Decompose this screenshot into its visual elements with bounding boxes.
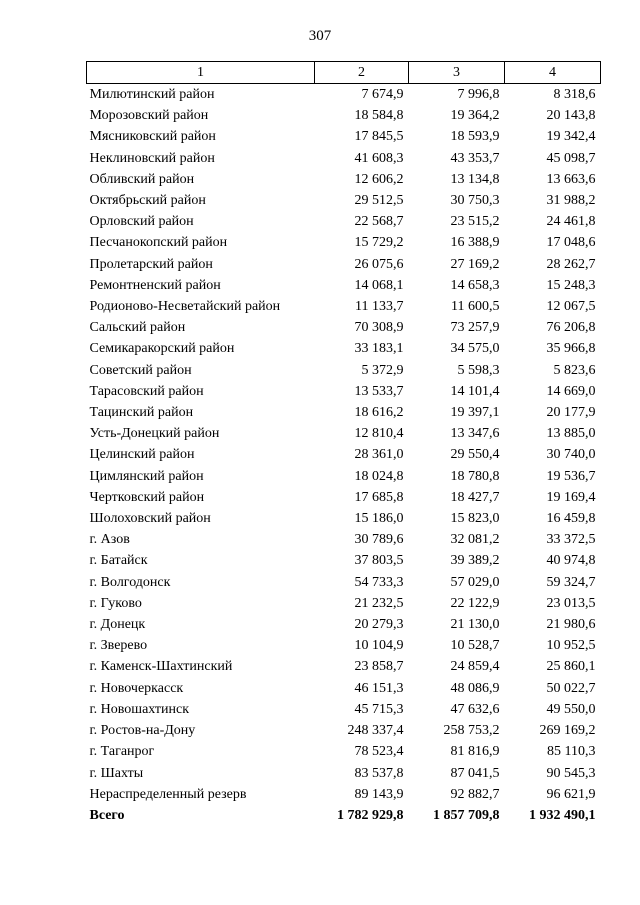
row-value-col-4: 5 823,6 xyxy=(553,362,596,378)
table-row xyxy=(87,232,601,253)
table-row xyxy=(87,508,601,529)
row-value-col-4: 45 098,7 xyxy=(546,150,596,166)
row-value-col-2: 22 568,7 xyxy=(354,214,404,230)
row-name-cell: Пролетарский район xyxy=(89,256,213,272)
row-name-cell: г. Донецк xyxy=(89,617,146,633)
row-name-cell: г. Ростов-на-Дону xyxy=(89,723,196,739)
table-row xyxy=(87,720,601,741)
header-row xyxy=(87,62,601,84)
row-value-col-2: 18 616,2 xyxy=(354,405,404,421)
row-value-col-4: 35 966,8 xyxy=(546,341,596,357)
row-value-col-2: 10 104,9 xyxy=(354,638,404,654)
row-value-col-4: 19 536,7 xyxy=(546,468,596,484)
row-name-cell: Обливский район xyxy=(89,171,195,187)
table-row xyxy=(87,593,601,614)
row-value-col-3: 57 029,0 xyxy=(450,574,500,590)
row-value-col-3: 14 658,3 xyxy=(450,277,500,293)
row-value-col-4: 8 318,6 xyxy=(553,87,596,102)
table-row xyxy=(87,656,601,677)
row-value-col-2: 89 143,9 xyxy=(354,786,404,802)
table-row xyxy=(87,529,601,550)
table-row xyxy=(87,741,601,762)
row-value-col-4: 25 860,1 xyxy=(546,659,596,675)
row-name-cell: Цимлянский район xyxy=(89,468,204,484)
row-value-col-3: 22 122,9 xyxy=(450,595,500,611)
table-row xyxy=(87,699,601,720)
row-name-cell: Орловский район xyxy=(89,214,194,230)
row-value-col-3: 18 427,7 xyxy=(450,489,500,505)
row-name-cell: Нераспределенный резерв xyxy=(89,786,247,802)
row-value-col-3: 43 353,7 xyxy=(450,150,500,166)
row-value-col-2: 15 186,0 xyxy=(354,511,404,527)
row-name-cell: Тацинский район xyxy=(89,405,194,421)
table-row xyxy=(87,190,601,211)
row-value-col-2: 1 782 929,8 xyxy=(337,807,404,823)
row-name-cell: г. Каменск-Шахтинский xyxy=(89,659,233,675)
row-value-col-3: 24 859,4 xyxy=(450,659,500,675)
row-value-col-3: 16 388,9 xyxy=(450,235,500,251)
table-row xyxy=(87,487,601,508)
row-value-col-2: 18 024,8 xyxy=(354,468,404,484)
row-name-cell: Песчанокопский район xyxy=(89,235,228,251)
row-value-col-3: 29 550,4 xyxy=(450,447,500,463)
row-name-cell: г. Таганрог xyxy=(89,744,155,760)
table-row xyxy=(87,317,601,338)
table-body xyxy=(87,84,601,827)
row-value-col-4: 59 324,7 xyxy=(546,574,596,590)
table-header xyxy=(87,62,601,84)
row-value-col-4: 30 740,0 xyxy=(546,447,596,463)
row-value-col-4: 13 885,0 xyxy=(546,426,596,442)
row-value-col-4: 21 980,6 xyxy=(546,617,596,633)
row-value-col-2: 37 803,5 xyxy=(354,553,404,569)
row-value-col-3: 39 389,2 xyxy=(450,553,500,569)
row-value-col-3: 13 347,6 xyxy=(450,426,500,442)
row-value-col-2: 23 858,7 xyxy=(354,659,404,675)
row-name-cell: г. Гуково xyxy=(89,595,142,611)
row-name-cell: Мясниковский район xyxy=(89,129,216,145)
row-value-col-3: 15 823,0 xyxy=(450,511,500,527)
row-value-col-3: 47 632,6 xyxy=(450,701,500,717)
row-value-col-2: 7 674,9 xyxy=(361,87,404,102)
table-row xyxy=(87,635,601,656)
row-value-col-3: 87 041,5 xyxy=(450,765,500,781)
row-value-col-4: 40 974,8 xyxy=(546,553,596,569)
page-number: 307 xyxy=(308,28,332,44)
row-value-col-3: 30 750,3 xyxy=(450,193,500,209)
row-value-col-4: 50 022,7 xyxy=(546,680,596,696)
row-value-col-4: 19 342,4 xyxy=(546,129,596,145)
row-value-col-3: 27 169,2 xyxy=(450,256,500,272)
row-name-cell: Морозовский район xyxy=(89,108,209,124)
row-value-col-3: 7 996,8 xyxy=(457,87,500,102)
row-value-col-3: 23 515,2 xyxy=(450,214,500,230)
row-value-col-4: 12 067,5 xyxy=(546,299,596,315)
row-value-col-2: 11 133,7 xyxy=(355,299,404,315)
table-row xyxy=(87,338,601,359)
row-value-col-4: 24 461,8 xyxy=(546,214,596,230)
row-value-col-4: 96 621,9 xyxy=(546,786,596,802)
row-value-col-2: 83 537,8 xyxy=(354,765,404,781)
row-value-col-2: 78 523,4 xyxy=(354,744,404,760)
table-row xyxy=(87,381,601,402)
row-value-col-3: 19 364,2 xyxy=(450,108,500,124)
row-name-cell: Милютинский район xyxy=(89,87,215,102)
row-value-col-2: 28 361,0 xyxy=(354,447,404,463)
row-value-col-2: 12 606,2 xyxy=(354,171,404,187)
row-name-cell: Сальский район xyxy=(89,320,186,336)
table-row xyxy=(87,360,601,381)
table-row xyxy=(87,763,601,784)
row-value-col-2: 33 183,1 xyxy=(354,341,404,357)
table-row xyxy=(87,211,601,232)
row-name-cell: Тарасовский район xyxy=(89,383,204,399)
row-value-col-3: 34 575,0 xyxy=(450,341,500,357)
row-value-col-2: 26 075,6 xyxy=(354,256,404,272)
row-name-cell: Усть-Донецкий район xyxy=(89,426,220,442)
row-value-col-2: 12 810,4 xyxy=(354,426,404,442)
table-row xyxy=(87,169,601,190)
row-value-col-4: 13 663,6 xyxy=(546,171,596,187)
row-value-col-4: 20 177,9 xyxy=(546,405,596,421)
row-value-col-3: 19 397,1 xyxy=(450,405,500,421)
row-value-col-4: 23 013,5 xyxy=(546,595,596,611)
row-name-cell: Семикаракорский район xyxy=(89,341,235,357)
row-value-col-4: 16 459,8 xyxy=(546,511,596,527)
row-value-col-4: 20 143,8 xyxy=(546,108,596,124)
row-value-col-4: 17 048,6 xyxy=(546,235,596,251)
row-value-col-4: 49 550,0 xyxy=(546,701,596,717)
row-value-col-3: 10 528,7 xyxy=(450,638,500,654)
row-value-col-4: 15 248,3 xyxy=(546,277,596,293)
table-row xyxy=(87,572,601,593)
row-name-cell: Родионово-Несветайский район xyxy=(89,299,281,315)
table-row xyxy=(87,296,601,317)
row-value-col-4: 85 110,3 xyxy=(547,744,596,760)
row-value-col-3: 13 134,8 xyxy=(450,171,500,187)
total-row xyxy=(87,805,601,826)
table-row xyxy=(87,105,601,126)
header-col-2: 2 xyxy=(315,62,409,84)
table-row xyxy=(87,254,601,275)
row-value-col-2: 18 584,8 xyxy=(354,108,404,124)
row-value-col-4: 31 988,2 xyxy=(546,193,596,209)
row-value-col-3: 18 593,9 xyxy=(450,129,500,145)
table-row xyxy=(87,126,601,147)
table-row xyxy=(87,614,601,635)
row-value-col-4: 14 669,0 xyxy=(546,383,596,399)
row-name-cell: г. Волгодонск xyxy=(89,574,171,590)
row-value-col-2: 14 068,1 xyxy=(354,277,404,293)
row-name-cell: г. Батайск xyxy=(89,553,148,569)
row-value-col-2: 13 533,7 xyxy=(354,383,404,399)
row-value-col-2: 17 685,8 xyxy=(354,489,404,505)
row-value-col-3: 18 780,8 xyxy=(450,468,500,484)
row-value-col-2: 46 151,3 xyxy=(354,680,404,696)
row-value-col-4: 19 169,4 xyxy=(546,489,596,505)
row-value-col-2: 17 845,5 xyxy=(354,129,404,145)
row-value-col-3: 92 882,7 xyxy=(450,786,500,802)
row-value-col-3: 11 600,5 xyxy=(451,299,500,315)
row-value-col-4: 1 932 490,1 xyxy=(529,807,596,823)
row-value-col-2: 5 372,9 xyxy=(361,362,404,378)
row-value-col-2: 15 729,2 xyxy=(354,235,404,251)
row-value-col-3: 14 101,4 xyxy=(450,383,500,399)
table-row xyxy=(87,84,601,106)
row-name-cell: Неклиновский район xyxy=(89,150,215,166)
row-name-cell: Ремонтненский район xyxy=(89,277,221,293)
row-value-col-2: 70 308,9 xyxy=(354,320,404,336)
row-value-col-4: 10 952,5 xyxy=(546,638,596,654)
row-value-col-3: 81 816,9 xyxy=(450,744,500,760)
data-table xyxy=(86,61,601,826)
row-value-col-4: 33 372,5 xyxy=(546,532,596,548)
row-value-col-3: 21 130,0 xyxy=(450,617,500,633)
row-value-col-2: 248 337,4 xyxy=(347,723,404,739)
header-col-3: 3 xyxy=(409,62,505,84)
row-value-col-3: 258 753,2 xyxy=(443,723,500,739)
row-value-col-3: 73 257,9 xyxy=(450,320,500,336)
table-row xyxy=(87,148,601,169)
row-name-cell: Шолоховский район xyxy=(89,511,211,527)
table-row xyxy=(87,275,601,296)
table-row xyxy=(87,466,601,487)
table-row xyxy=(87,402,601,423)
row-name-cell: Чертковский район xyxy=(89,489,205,505)
row-value-col-4: 28 262,7 xyxy=(546,256,596,272)
row-value-col-2: 41 608,3 xyxy=(354,150,404,166)
row-name-cell: Советский район xyxy=(89,362,192,378)
row-value-col-2: 54 733,3 xyxy=(354,574,404,590)
table-row xyxy=(87,423,601,444)
row-value-col-3: 5 598,3 xyxy=(457,362,500,378)
row-name-cell: г. Новошахтинск xyxy=(89,701,190,717)
row-name-cell: Всего xyxy=(89,807,125,823)
row-value-col-3: 48 086,9 xyxy=(450,680,500,696)
table-row xyxy=(87,678,601,699)
row-name-cell: Целинский район xyxy=(89,447,195,463)
header-col-4: 4 xyxy=(505,62,601,84)
row-value-col-4: 76 206,8 xyxy=(546,320,596,336)
row-value-col-2: 30 789,6 xyxy=(354,532,404,548)
row-value-col-2: 21 232,5 xyxy=(354,595,404,611)
row-value-col-4: 90 545,3 xyxy=(546,765,596,781)
table-row xyxy=(87,444,601,465)
row-name-cell: г. Новочеркасск xyxy=(89,680,184,696)
row-name-cell: г. Зверево xyxy=(89,638,148,654)
table-row xyxy=(87,784,601,805)
row-name-cell: г. Азов xyxy=(89,532,130,548)
row-name-cell: г. Шахты xyxy=(89,765,144,781)
row-value-col-2: 29 512,5 xyxy=(354,193,404,209)
row-value-col-2: 20 279,3 xyxy=(354,617,404,633)
table-row xyxy=(87,550,601,571)
header-col-1: 1 xyxy=(87,62,315,84)
row-value-col-3: 32 081,2 xyxy=(450,532,500,548)
row-value-col-3: 1 857 709,8 xyxy=(433,807,500,823)
row-name-cell: Октябрьский район xyxy=(89,193,206,209)
row-value-col-2: 45 715,3 xyxy=(354,701,404,717)
row-value-col-4: 269 169,2 xyxy=(539,723,596,739)
